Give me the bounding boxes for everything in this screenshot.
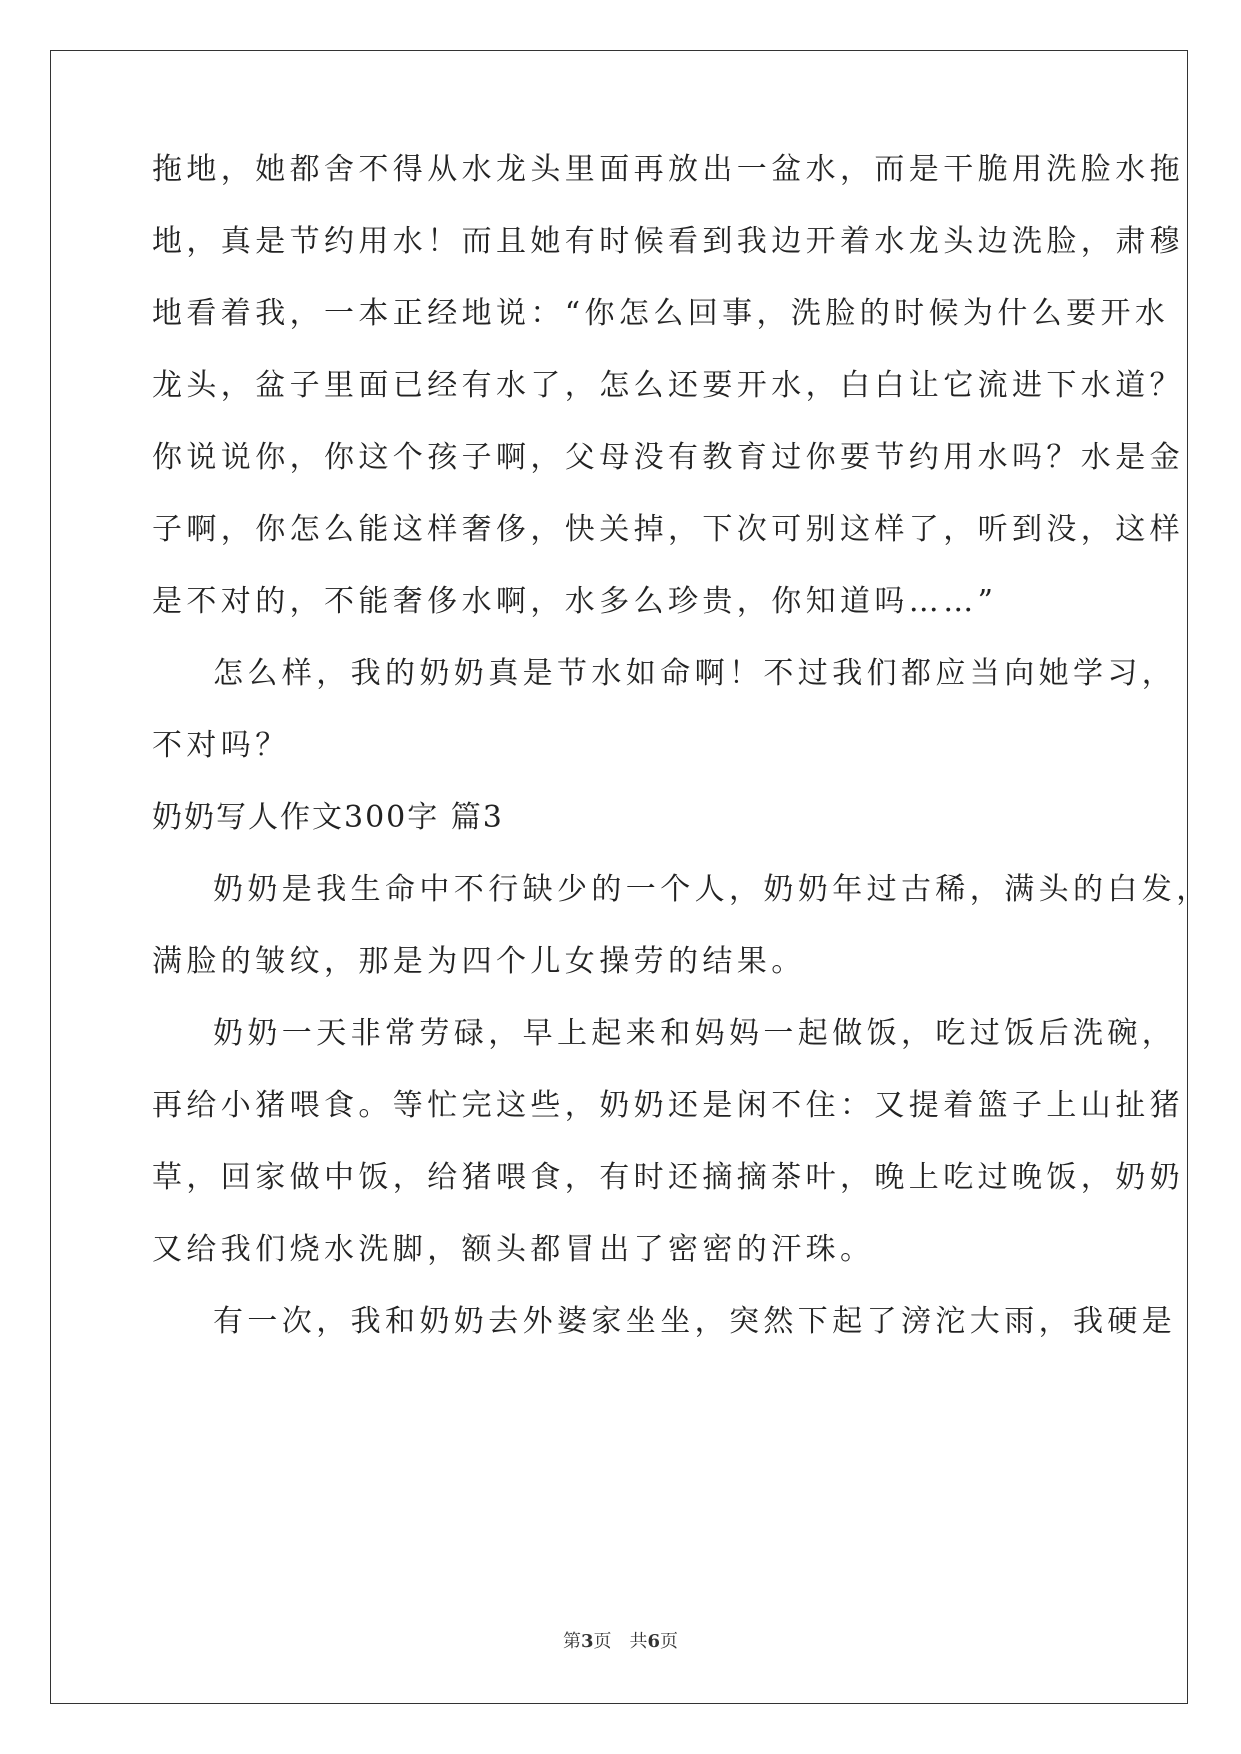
page-footer: [0, 1630, 1241, 1654]
text-line: 又给我们烧水洗脚，额头都冒出了密密的汗珠。: [152, 1232, 875, 1267]
text-line: 满脸的皱纹，那是为四个儿女操劳的结果。: [152, 944, 806, 979]
text-line: 不对吗？: [152, 728, 290, 763]
footer-prefix: 第: [562, 1631, 581, 1652]
current-page-number: 3: [580, 1631, 594, 1652]
text-line: 子啊，你怎么能这样奢侈，快关掉，下次可别这样了，听到没，这样: [152, 512, 1184, 547]
footer-suffix: 页: [660, 1631, 679, 1652]
paragraph-first-line: 怎么样，我的奶奶真是节水如命啊！不过我们都应当向她学习，: [213, 656, 1177, 691]
text-line: 龙头，盆子里面已经有水了，怎么还要开水，白白让它流进下水道？: [152, 368, 1184, 403]
total-pages-number: 6: [647, 1631, 661, 1652]
text-line: 是不对的，不能奢侈水啊，水多么珍贵，你知道吗……”: [152, 584, 998, 619]
section-heading: 奶奶写人作文300字 篇3: [152, 800, 504, 835]
text-line: 再给小猪喂食。等忙完这些，奶奶还是闲不住：又提着篮子上山扯猪: [152, 1088, 1184, 1123]
text-line: 地看着我，一本正经地说：“你怎么回事，洗脸的时候为什么要开水: [152, 296, 1170, 331]
paragraph-first-line: 奶奶一天非常劳碌，早上起来和妈妈一起做饭，吃过饭后洗碗，: [213, 1016, 1177, 1051]
paragraph-first-line: 有一次，我和奶奶去外婆家坐坐，突然下起了滂沱大雨，我硬是: [213, 1304, 1177, 1339]
paragraph-first-line: 奶奶是我生命中不行缺少的一个人，奶奶年过古稀，满头的白发，: [213, 872, 1211, 907]
text-line: 地，真是节约用水！而且她有时候看到我边开着水龙头边洗脸，肃穆: [152, 224, 1184, 259]
footer-mid: 页 共: [593, 1631, 648, 1652]
text-line: 你说说你，你这个孩子啊，父母没有教育过你要节约用水吗？水是金: [152, 440, 1184, 475]
text-line: 草，回家做中饭，给猪喂食，有时还摘摘茶叶，晚上吃过晚饭，奶奶: [152, 1160, 1184, 1195]
text-line: 拖地，她都舍不得从水龙头里面再放出一盆水，而是干脆用洗脸水拖: [152, 152, 1184, 187]
